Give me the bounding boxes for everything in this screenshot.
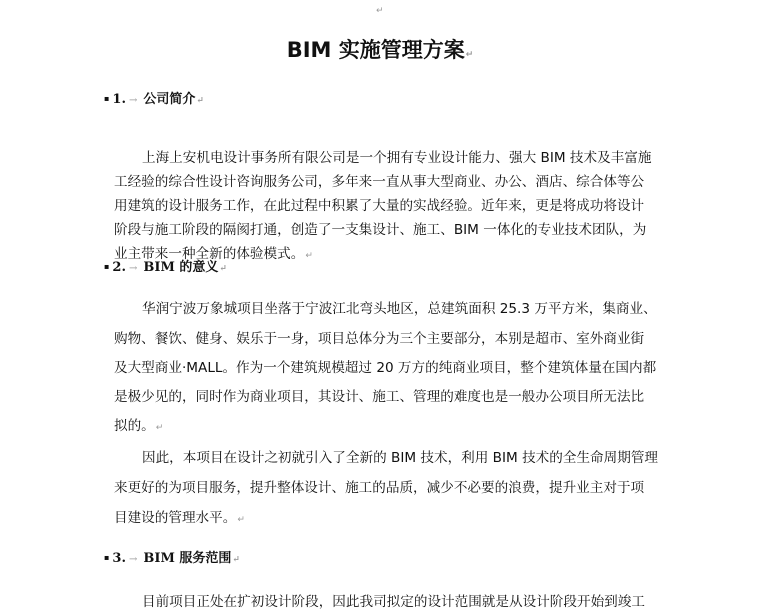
line-text: 业主带来一种全新的体验模式。 <box>114 246 305 262</box>
text-line: 上海上安机电设计事务所有限公司是一个拥有专业设计能力、强大 BIM 技术及丰富施 <box>142 150 652 166</box>
paragraph-mark: ↵ <box>219 264 227 274</box>
text-line <box>114 414 638 434</box>
text-line: 工经验的综合性设计咨询服务公司，多年来一直从事大型商业、办公、酒店、综合体等公 <box>114 174 645 190</box>
text-line: 及大型商业·MALL。作为一个建筑规模超过 20 万方的纯商业项目，整个建筑体量在国内都 <box>114 360 657 376</box>
section-heading-1 <box>104 88 204 107</box>
text-line: 因此，本项目在设计之初就引入了全新的 BIM 技术，利用 BIM 技术的全生命周期管理 <box>142 450 659 466</box>
title-text: BIM 实施管理方案 <box>286 38 465 62</box>
bullet-icon: ▪ <box>104 261 110 271</box>
text-line: 阶段与施工阶段的隔阂打通，创造了一支集设计、施工、BIM 一体化的专业技术团队，为 <box>114 222 647 238</box>
paragraph-mark: ↵ <box>465 50 474 60</box>
document-title <box>0 34 760 64</box>
paragraph-mark: ↵ <box>196 96 204 106</box>
text-line: 用建筑的设计服务工作，在此过程中积累了大量的实战经验。近年来，更是将成功将设计 <box>114 198 645 214</box>
paragraph-mark: ↵ <box>305 251 313 261</box>
section-number: 2. <box>112 260 126 275</box>
section-heading-3 <box>104 547 240 566</box>
section-number: 3. <box>112 551 126 566</box>
section-heading-2 <box>104 256 227 275</box>
text-line: 是极少见的，同时作为商业项目，其设计、施工、管理的难度也是一般办公项目所无法比 <box>114 389 645 405</box>
bullet-icon: ▪ <box>104 93 110 103</box>
text-line: 华润宁波万象城项目坐落于宁波江北弯头地区，总建筑面积 25.3 万平方米，集商业、 <box>142 301 657 317</box>
text-line: 来更好的为项目服务，提升整体设计、施工的品质，减少不必要的浪费，提升业主对于项 <box>114 480 645 496</box>
tab-arrow-icon: → <box>129 95 138 106</box>
section-title: BIM 服务范围 <box>143 551 232 566</box>
section-number: 1. <box>112 92 126 107</box>
paragraph-mark: ↵ <box>376 6 384 16</box>
text-line: 购物、餐饮、健身、娱乐于一身，项目总体分为三个主要部分，本别是超市、室外商业街 <box>114 331 645 347</box>
line-text: 目建设的管理水平。 <box>114 510 237 526</box>
section-title: 公司简介 <box>143 92 196 107</box>
bullet-icon: ▪ <box>104 552 110 562</box>
tab-arrow-icon: → <box>129 263 138 274</box>
line-text: 拟的。 <box>114 418 155 434</box>
tab-arrow-icon: → <box>129 554 138 565</box>
paragraph-mark: ↵ <box>232 555 240 565</box>
text-line: 目前项目正处在扩初设计阶段，因此我司拟定的设计范围就是从设计阶段开始到竣工 <box>142 594 645 610</box>
section-title: BIM 的意义 <box>143 260 219 275</box>
paragraph-mark: ↵ <box>237 515 245 525</box>
paragraph-mark: ↵ <box>155 423 164 433</box>
text-line <box>114 506 638 526</box>
